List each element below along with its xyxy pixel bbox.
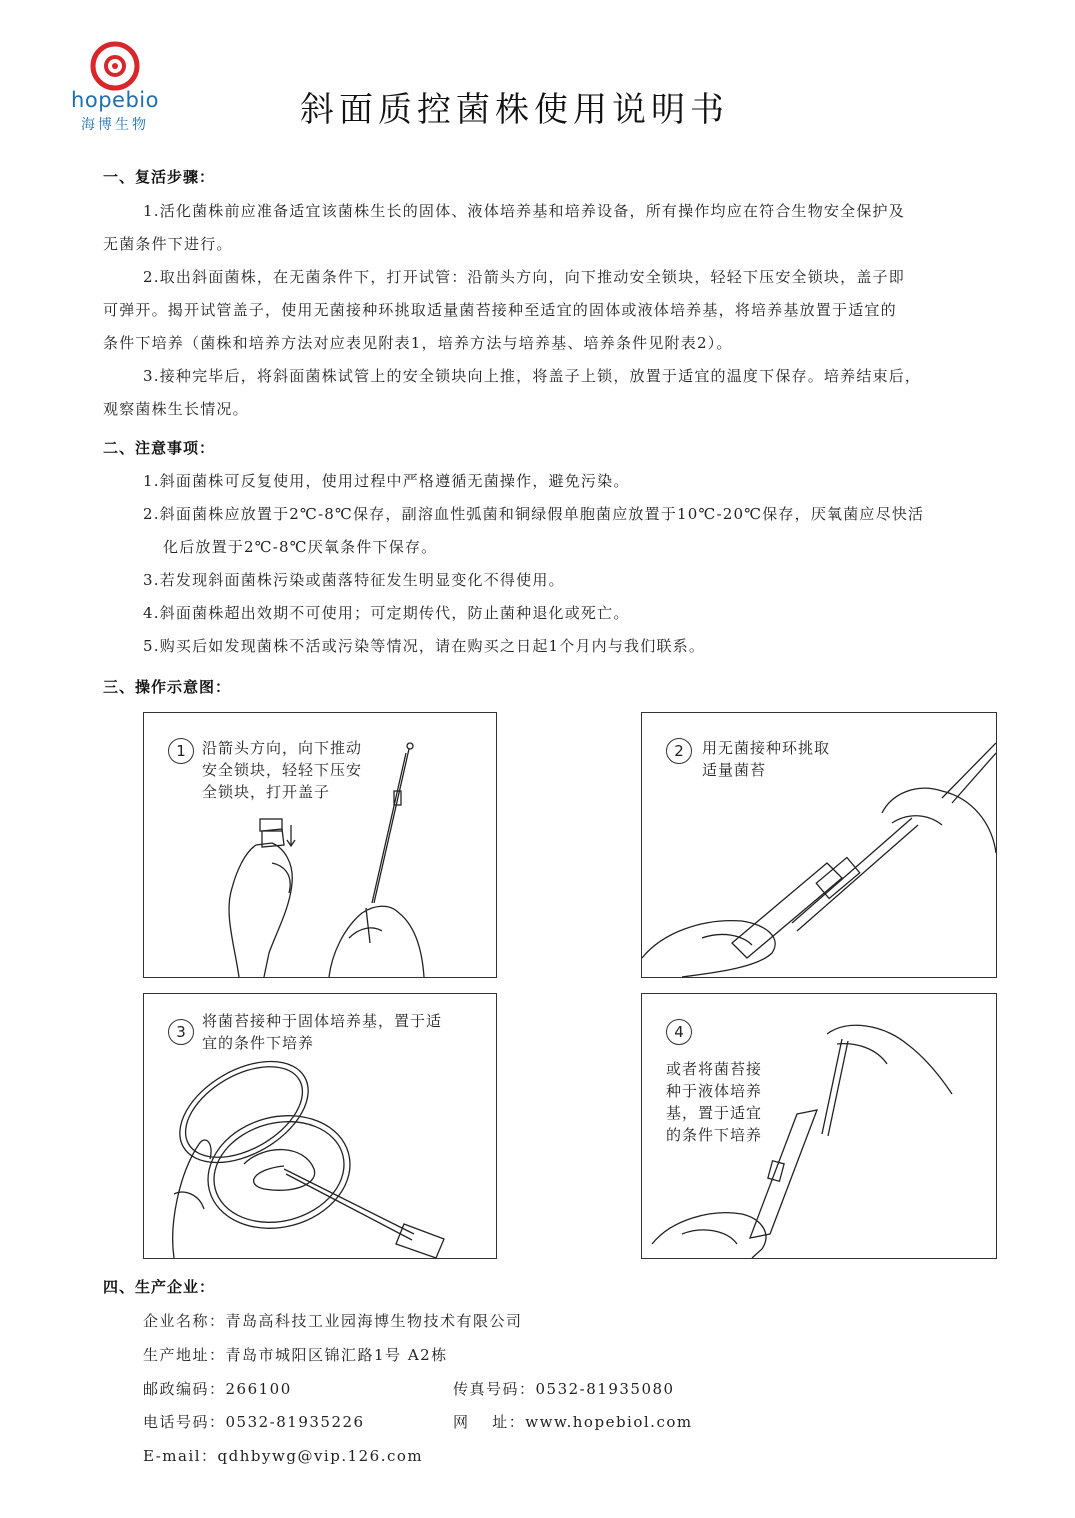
company-logo [60, 40, 170, 135]
company-email: E-mail：qdhbywg@vip.126.com [143, 1447, 424, 1465]
panel-4-caption [666, 1058, 762, 1146]
panel-2-line-2: 适量菌苔 [702, 761, 767, 779]
revival-step-1b: 无菌条件下进行。 [103, 235, 233, 253]
panel-2-line-1: 用无菌接种环挑取 [702, 739, 831, 757]
revival-step-3a: 3.接种完毕后，将斜面菌株试管上的安全锁块向上推，将盖子上锁，放置于适宜的温度下保存。培养结束后， [143, 367, 922, 385]
company-phone: 电话号码：0532-81935226 [143, 1413, 365, 1431]
diagram-panel-1 [143, 712, 497, 978]
panel-1-line-1: 沿箭头方向，向下推动 [202, 739, 363, 757]
section-heading-diagram: 三、操作示意图： [103, 678, 232, 696]
panel-3-line-1: 将菌苔接种于固体培养基，置于适 [202, 1012, 443, 1030]
company-address: 生产地址：青岛市城阳区锦汇路1号 A2栋 [143, 1346, 448, 1364]
company-postcode: 邮政编码：266100 [143, 1380, 292, 1398]
revival-step-2a: 2.取出斜面菌株，在无菌条件下，打开试管：沿箭头方向，向下推动安全锁块，轻轻下压安全锁块，盖子即 [143, 268, 905, 286]
panel-4-line-4: 的条件下培养 [666, 1126, 763, 1144]
section-heading-company: 四、生产企业： [103, 1278, 216, 1296]
panel-4-line-2: 种于液体培养 [666, 1082, 763, 1100]
note-4: 4.斜面菌株超出效期不可使用；可定期传代，防止菌种退化或死亡。 [143, 604, 630, 622]
panel-1-line-2: 安全锁块，轻轻下压安 [202, 761, 363, 779]
note-3: 3.若发现斜面菌株污染或菌落特征发生明显变化不得使用。 [143, 571, 565, 589]
revival-step-1a: 1.活化菌株前应准备适宜该菌株生长的固体、液体培养基和培养设备，所有操作均应在符合生物安全保护及 [143, 202, 905, 220]
logo-brand-text: hopebio [71, 88, 159, 112]
company-name: 企业名称：青岛高科技工业园海博生物技术有限公司 [143, 1312, 523, 1330]
panel-4-line-1: 或者将菌苔接 [666, 1060, 763, 1078]
panel-4-line-3: 基，置于适宜 [666, 1104, 763, 1122]
panel-2-caption [702, 737, 830, 781]
diagram-panel-4 [641, 993, 997, 1259]
note-1: 1.斜面菌株可反复使用，使用过程中严格遵循无菌操作，避免污染。 [143, 472, 630, 490]
company-fax: 传真号码：0532-81935080 [453, 1380, 675, 1398]
revival-step-2b: 可弹开。揭开试管盖子，使用无菌接种环挑取适量菌苔接种至适宜的固体或液体培养基，将培养基放置于适宜的 [103, 301, 897, 319]
step-number-3: 3 [168, 1019, 194, 1045]
revival-step-2c: 条件下培养（菌株和培养方法对应表见附表1，培养方法与培养基、培养条件见附表2）。 [103, 334, 733, 352]
panel-3-caption [202, 1010, 442, 1054]
panel-1-caption [202, 737, 362, 803]
section-heading-notes: 二、注意事项： [103, 439, 216, 457]
revival-step-3b: 观察菌株生长情况。 [103, 400, 249, 418]
logo-brand-cn: 海博生物 [81, 117, 149, 133]
panel-3-line-2: 宜的条件下培养 [202, 1034, 315, 1052]
note-2b: 化后放置于2℃-8℃厌氧条件下保存。 [163, 538, 438, 556]
note-5: 5.购买后如发现菌株不活或污染等情况，请在购买之日起1个月内与我们联系。 [143, 637, 706, 655]
diagram-panel-3 [143, 993, 497, 1259]
notes-list [143, 465, 1003, 663]
note-2a: 2.斜面菌株应放置于2℃-8℃保存，副溶血性弧菌和铜绿假单胞菌应放置于10℃-20℃保存，厌氧菌应尽快活 [143, 505, 925, 523]
revival-steps [103, 195, 1003, 426]
section-heading-revival: 一、复活步骤： [103, 168, 216, 186]
step-number-1: 1 [168, 738, 194, 764]
company-website: 网 址：www.hopebiol.com [453, 1413, 693, 1431]
step-number-2: 2 [666, 738, 692, 764]
panel-1-line-3: 全锁块，打开盖子 [202, 783, 331, 801]
diagram-panel-2 [641, 712, 997, 978]
step-number-4: 4 [666, 1019, 692, 1045]
document-title: 斜面质控菌株使用说明书 [300, 90, 729, 130]
